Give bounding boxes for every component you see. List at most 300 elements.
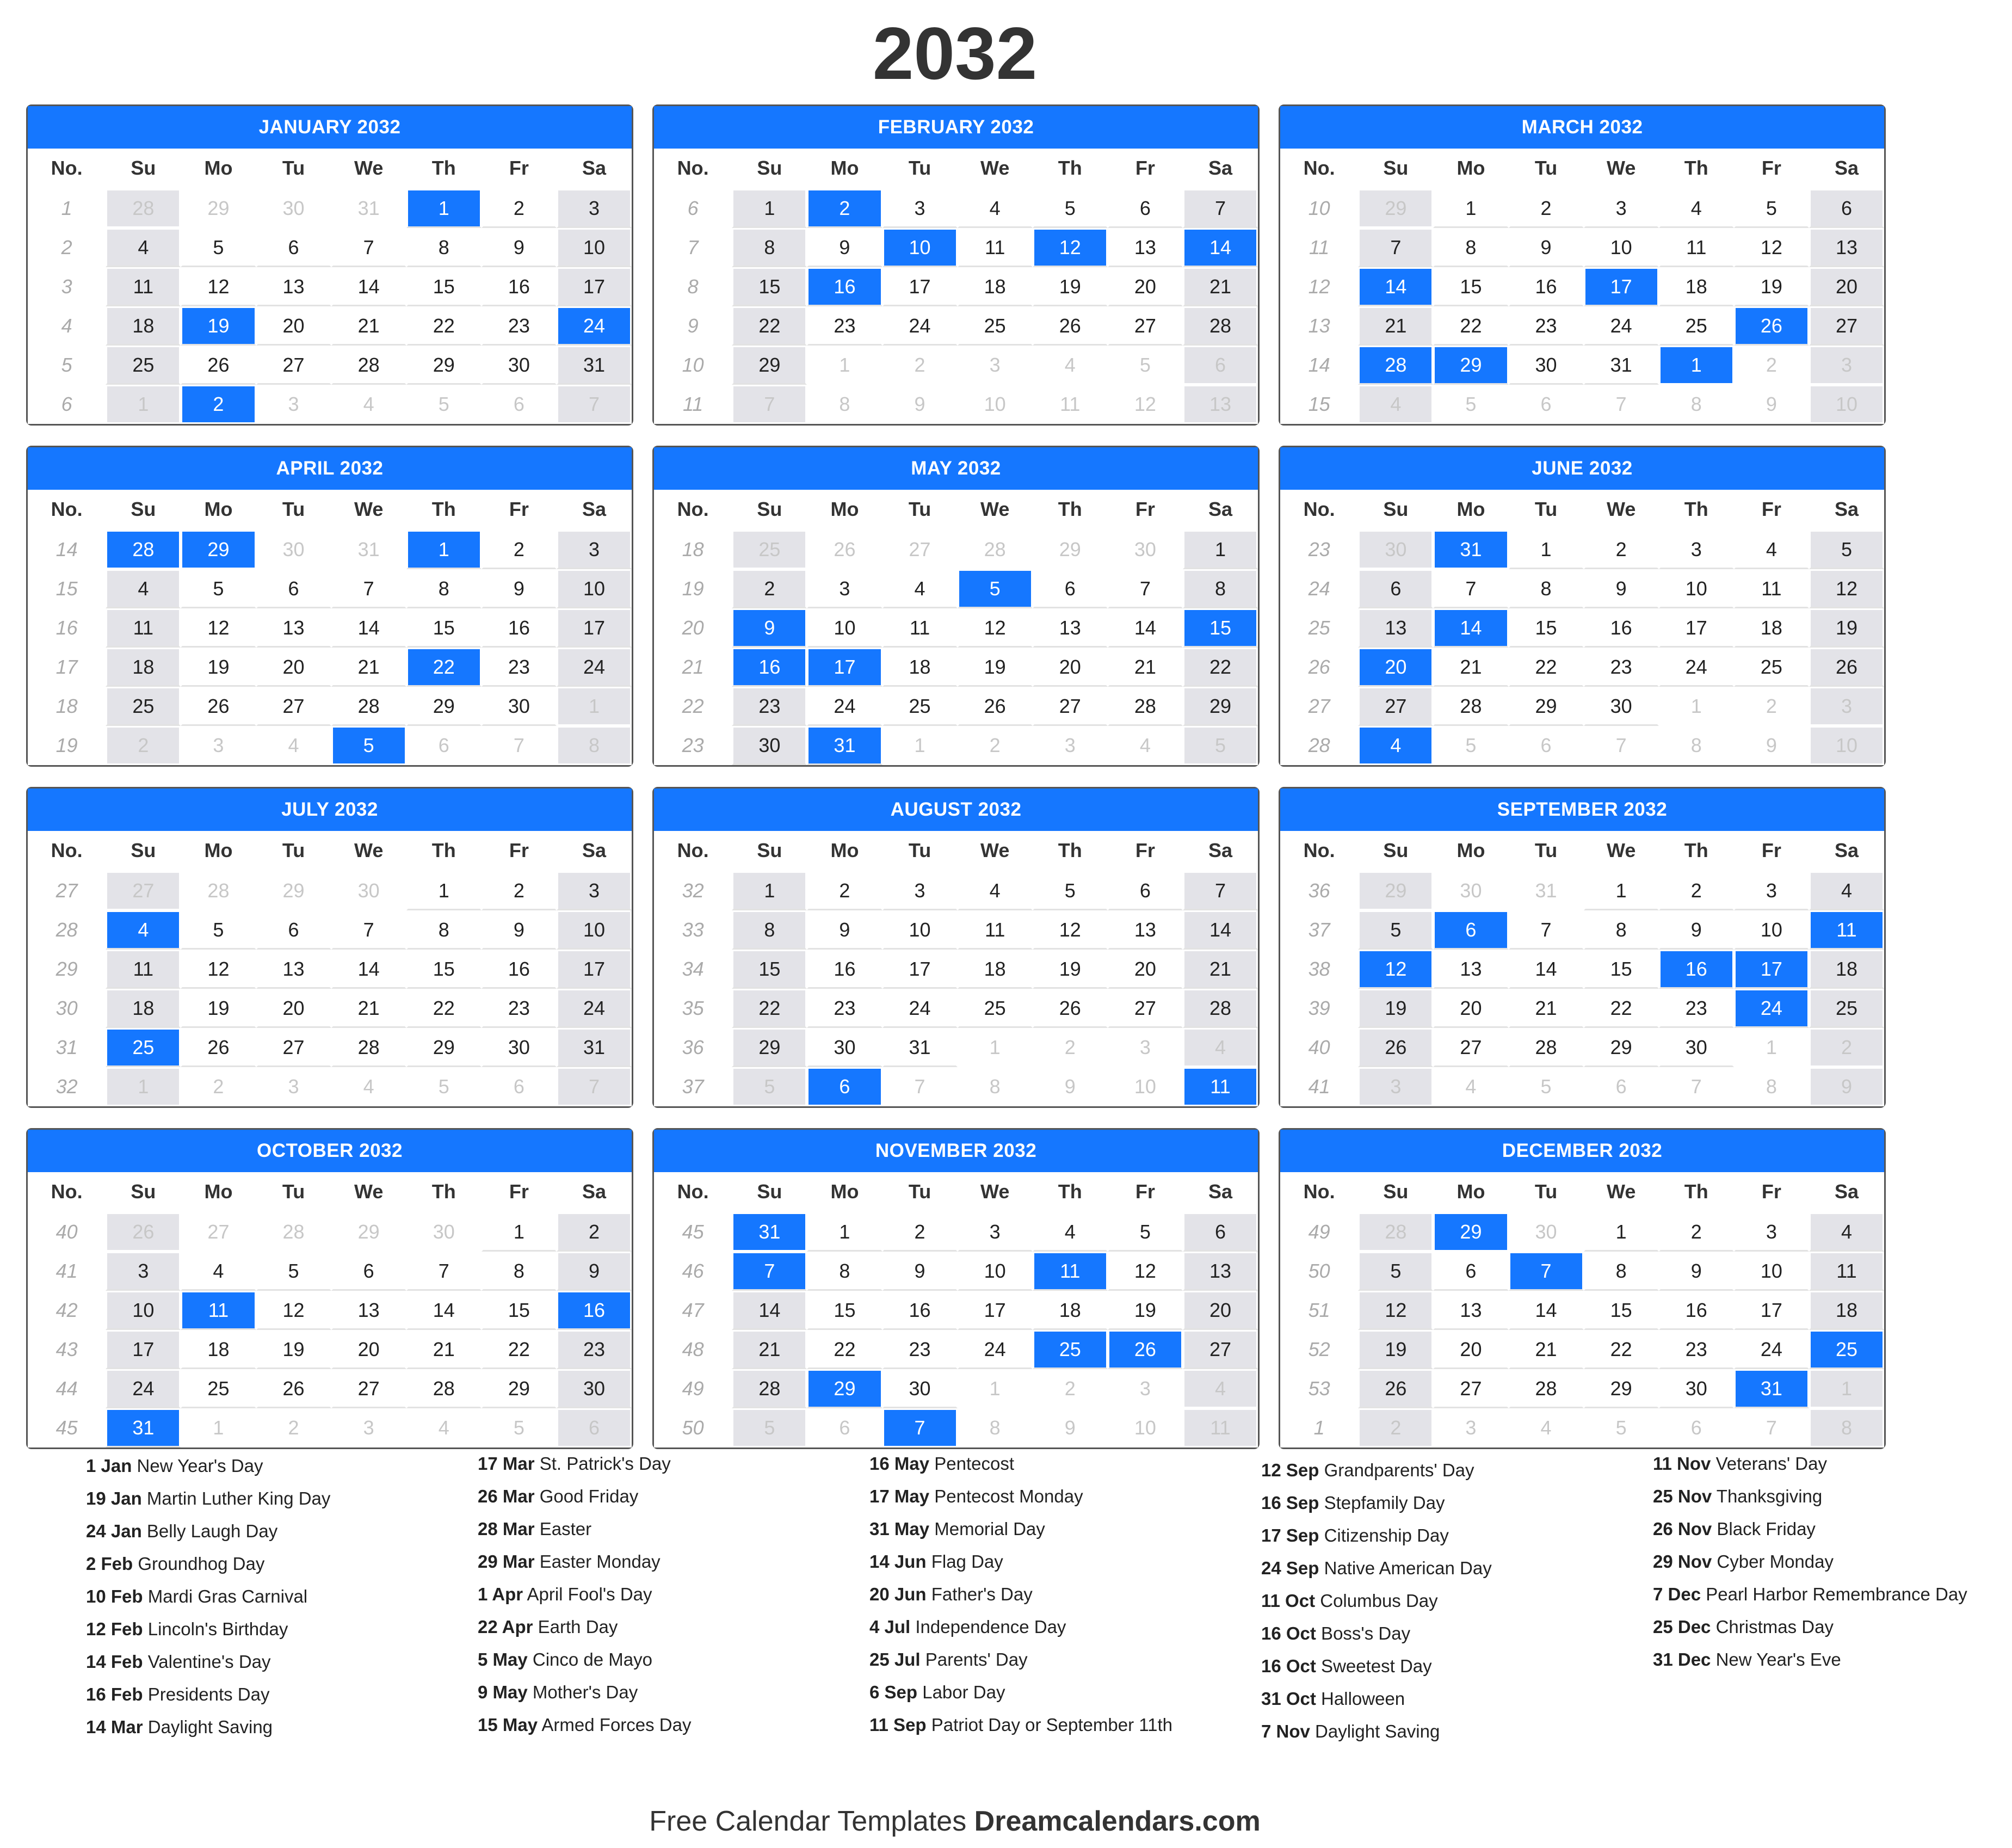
day-cell[interactable]: 26: [1358, 1369, 1433, 1408]
day-cell[interactable]: 8: [406, 228, 482, 267]
day-cell[interactable]: 23: [882, 1330, 958, 1369]
day-cell[interactable]: 7: [1584, 726, 1659, 765]
day-cell[interactable]: 31: [807, 726, 882, 765]
day-cell[interactable]: 5: [1584, 1408, 1659, 1447]
day-cell[interactable]: 3: [1659, 530, 1734, 569]
day-cell[interactable]: 19: [1358, 1330, 1433, 1369]
day-cell[interactable]: 8: [1183, 569, 1258, 608]
day-cell[interactable]: 11: [106, 950, 181, 989]
day-cell[interactable]: 19: [1809, 608, 1884, 648]
day-cell[interactable]: 29: [1433, 1212, 1508, 1252]
day-cell[interactable]: 6: [331, 1252, 406, 1291]
day-cell[interactable]: 19: [1108, 1291, 1183, 1330]
day-cell[interactable]: 30: [807, 1028, 882, 1067]
day-cell[interactable]: 1: [406, 871, 482, 910]
day-cell[interactable]: 1: [1659, 346, 1734, 385]
day-cell[interactable]: 3: [1433, 1408, 1508, 1447]
day-cell[interactable]: 24: [807, 687, 882, 726]
day-cell[interactable]: 28: [1509, 1369, 1584, 1408]
day-cell[interactable]: 12: [1809, 569, 1884, 608]
day-cell[interactable]: 27: [1108, 989, 1183, 1028]
day-cell[interactable]: 16: [1584, 608, 1659, 648]
day-cell[interactable]: 15: [482, 1291, 557, 1330]
day-cell[interactable]: 8: [1659, 726, 1734, 765]
day-cell[interactable]: 30: [331, 871, 406, 910]
day-cell[interactable]: 18: [1809, 950, 1884, 989]
day-cell[interactable]: 15: [406, 267, 482, 306]
day-cell[interactable]: 5: [181, 910, 256, 950]
day-cell[interactable]: 24: [1734, 989, 1809, 1028]
day-cell[interactable]: 27: [882, 530, 958, 569]
day-cell[interactable]: 19: [1033, 950, 1108, 989]
day-cell[interactable]: 5: [181, 228, 256, 267]
day-cell[interactable]: 21: [331, 989, 406, 1028]
day-cell[interactable]: 10: [958, 1252, 1033, 1291]
day-cell[interactable]: 5: [1358, 910, 1433, 950]
day-cell[interactable]: 5: [1358, 1252, 1433, 1291]
day-cell[interactable]: 3: [557, 871, 632, 910]
day-cell[interactable]: 6: [1033, 569, 1108, 608]
day-cell[interactable]: 28: [106, 530, 181, 569]
day-cell[interactable]: 14: [1433, 608, 1508, 648]
day-cell[interactable]: 22: [406, 989, 482, 1028]
day-cell[interactable]: 22: [406, 648, 482, 687]
day-cell[interactable]: 22: [1433, 306, 1508, 346]
day-cell[interactable]: 1: [1659, 687, 1734, 726]
day-cell[interactable]: 25: [732, 530, 807, 569]
day-cell[interactable]: 21: [1108, 648, 1183, 687]
day-cell[interactable]: 30: [256, 189, 331, 228]
day-cell[interactable]: 17: [557, 608, 632, 648]
day-cell[interactable]: 15: [732, 950, 807, 989]
day-cell[interactable]: 10: [882, 910, 958, 950]
day-cell[interactable]: 21: [1509, 1330, 1584, 1369]
day-cell[interactable]: 21: [331, 306, 406, 346]
day-cell[interactable]: 27: [1433, 1028, 1508, 1067]
day-cell[interactable]: 31: [882, 1028, 958, 1067]
day-cell[interactable]: 29: [1509, 687, 1584, 726]
day-cell[interactable]: 1: [732, 189, 807, 228]
day-cell[interactable]: 8: [406, 910, 482, 950]
day-cell[interactable]: 1: [106, 385, 181, 424]
day-cell[interactable]: 8: [482, 1252, 557, 1291]
day-cell[interactable]: 31: [1734, 1369, 1809, 1408]
day-cell[interactable]: 26: [1108, 1330, 1183, 1369]
day-cell[interactable]: 23: [807, 306, 882, 346]
day-cell[interactable]: 28: [256, 1212, 331, 1252]
day-cell[interactable]: 29: [732, 346, 807, 385]
day-cell[interactable]: 25: [958, 989, 1033, 1028]
day-cell[interactable]: 11: [1734, 569, 1809, 608]
day-cell[interactable]: 3: [1809, 346, 1884, 385]
day-cell[interactable]: 10: [1108, 1408, 1183, 1447]
day-cell[interactable]: 9: [882, 1252, 958, 1291]
day-cell[interactable]: 23: [1659, 1330, 1734, 1369]
day-cell[interactable]: 22: [406, 306, 482, 346]
day-cell[interactable]: 18: [181, 1330, 256, 1369]
day-cell[interactable]: 8: [406, 569, 482, 608]
day-cell[interactable]: 14: [1183, 228, 1258, 267]
day-cell[interactable]: 5: [1809, 530, 1884, 569]
day-cell[interactable]: 24: [106, 1369, 181, 1408]
day-cell[interactable]: 12: [1108, 385, 1183, 424]
day-cell[interactable]: 20: [256, 306, 331, 346]
day-cell[interactable]: 1: [1809, 1369, 1884, 1408]
day-cell[interactable]: 31: [557, 346, 632, 385]
day-cell[interactable]: 1: [958, 1028, 1033, 1067]
day-cell[interactable]: 19: [181, 989, 256, 1028]
day-cell[interactable]: 29: [406, 687, 482, 726]
day-cell[interactable]: 9: [1734, 385, 1809, 424]
day-cell[interactable]: 11: [1183, 1067, 1258, 1106]
day-cell[interactable]: 27: [1809, 306, 1884, 346]
day-cell[interactable]: 3: [1584, 189, 1659, 228]
day-cell[interactable]: 20: [1433, 1330, 1508, 1369]
day-cell[interactable]: 7: [1734, 1408, 1809, 1447]
day-cell[interactable]: 26: [1809, 648, 1884, 687]
day-cell[interactable]: 28: [1433, 687, 1508, 726]
day-cell[interactable]: 4: [1183, 1369, 1258, 1408]
day-cell[interactable]: 29: [807, 1369, 882, 1408]
day-cell[interactable]: 19: [1358, 989, 1433, 1028]
day-cell[interactable]: 15: [406, 950, 482, 989]
day-cell[interactable]: 4: [406, 1408, 482, 1447]
day-cell[interactable]: 31: [331, 189, 406, 228]
day-cell[interactable]: 27: [331, 1369, 406, 1408]
day-cell[interactable]: 2: [181, 385, 256, 424]
day-cell[interactable]: 3: [1033, 726, 1108, 765]
day-cell[interactable]: 6: [256, 910, 331, 950]
day-cell[interactable]: 6: [482, 1067, 557, 1106]
day-cell[interactable]: 20: [1183, 1291, 1258, 1330]
day-cell[interactable]: 4: [1433, 1067, 1508, 1106]
day-cell[interactable]: 30: [1433, 871, 1508, 910]
day-cell[interactable]: 27: [1358, 687, 1433, 726]
day-cell[interactable]: 18: [1734, 608, 1809, 648]
day-cell[interactable]: 6: [1108, 871, 1183, 910]
day-cell[interactable]: 12: [256, 1291, 331, 1330]
day-cell[interactable]: 3: [958, 346, 1033, 385]
day-cell[interactable]: 10: [1809, 726, 1884, 765]
day-cell[interactable]: 3: [882, 871, 958, 910]
day-cell[interactable]: 24: [958, 1330, 1033, 1369]
day-cell[interactable]: 28: [732, 1369, 807, 1408]
day-cell[interactable]: 1: [106, 1067, 181, 1106]
day-cell[interactable]: 26: [1358, 1028, 1433, 1067]
day-cell[interactable]: 28: [1358, 346, 1433, 385]
day-cell[interactable]: 30: [557, 1369, 632, 1408]
day-cell[interactable]: 17: [882, 267, 958, 306]
day-cell[interactable]: 1: [1433, 189, 1508, 228]
day-cell[interactable]: 2: [482, 871, 557, 910]
day-cell[interactable]: 6: [1584, 1067, 1659, 1106]
day-cell[interactable]: 15: [1183, 608, 1258, 648]
day-cell[interactable]: 12: [958, 608, 1033, 648]
day-cell[interactable]: 23: [1659, 989, 1734, 1028]
day-cell[interactable]: 30: [406, 1212, 482, 1252]
day-cell[interactable]: 3: [256, 1067, 331, 1106]
day-cell[interactable]: 31: [1509, 871, 1584, 910]
day-cell[interactable]: 8: [1584, 910, 1659, 950]
day-cell[interactable]: 30: [1509, 1212, 1584, 1252]
day-cell[interactable]: 1: [181, 1408, 256, 1447]
day-cell[interactable]: 7: [882, 1067, 958, 1106]
day-cell[interactable]: 16: [557, 1291, 632, 1330]
day-cell[interactable]: 3: [1809, 687, 1884, 726]
day-cell[interactable]: 17: [1584, 267, 1659, 306]
day-cell[interactable]: 19: [958, 648, 1033, 687]
day-cell[interactable]: 2: [106, 726, 181, 765]
day-cell[interactable]: 12: [1358, 1291, 1433, 1330]
day-cell[interactable]: 9: [1734, 726, 1809, 765]
day-cell[interactable]: 29: [256, 871, 331, 910]
day-cell[interactable]: 7: [1183, 871, 1258, 910]
day-cell[interactable]: 18: [106, 306, 181, 346]
day-cell[interactable]: 6: [1183, 1212, 1258, 1252]
day-cell[interactable]: 10: [557, 228, 632, 267]
day-cell[interactable]: 20: [256, 648, 331, 687]
day-cell[interactable]: 2: [1033, 1369, 1108, 1408]
day-cell[interactable]: 2: [882, 1212, 958, 1252]
day-cell[interactable]: 1: [807, 346, 882, 385]
day-cell[interactable]: 1: [1584, 871, 1659, 910]
day-cell[interactable]: 29: [1358, 871, 1433, 910]
day-cell[interactable]: 1: [1734, 1028, 1809, 1067]
day-cell[interactable]: 29: [1584, 1369, 1659, 1408]
day-cell[interactable]: 16: [482, 267, 557, 306]
day-cell[interactable]: 18: [106, 989, 181, 1028]
day-cell[interactable]: 20: [1433, 989, 1508, 1028]
day-cell[interactable]: 25: [1033, 1330, 1108, 1369]
day-cell[interactable]: 18: [882, 648, 958, 687]
day-cell[interactable]: 27: [1033, 687, 1108, 726]
day-cell[interactable]: 23: [482, 648, 557, 687]
day-cell[interactable]: 1: [958, 1369, 1033, 1408]
day-cell[interactable]: 25: [882, 687, 958, 726]
day-cell[interactable]: 16: [1659, 1291, 1734, 1330]
day-cell[interactable]: 2: [1659, 1212, 1734, 1252]
day-cell[interactable]: 10: [557, 569, 632, 608]
day-cell[interactable]: 17: [882, 950, 958, 989]
day-cell[interactable]: 9: [1659, 1252, 1734, 1291]
day-cell[interactable]: 27: [256, 346, 331, 385]
day-cell[interactable]: 10: [1108, 1067, 1183, 1106]
day-cell[interactable]: 25: [1809, 1330, 1884, 1369]
day-cell[interactable]: 13: [1433, 1291, 1508, 1330]
day-cell[interactable]: 10: [958, 385, 1033, 424]
day-cell[interactable]: 14: [331, 608, 406, 648]
day-cell[interactable]: 25: [106, 687, 181, 726]
day-cell[interactable]: 7: [732, 385, 807, 424]
day-cell[interactable]: 21: [1433, 648, 1508, 687]
day-cell[interactable]: 11: [106, 608, 181, 648]
day-cell[interactable]: 16: [807, 950, 882, 989]
day-cell[interactable]: 7: [1659, 1067, 1734, 1106]
day-cell[interactable]: 26: [1033, 306, 1108, 346]
day-cell[interactable]: 13: [1108, 228, 1183, 267]
day-cell[interactable]: 11: [958, 910, 1033, 950]
day-cell[interactable]: 22: [1183, 648, 1258, 687]
day-cell[interactable]: 28: [181, 871, 256, 910]
day-cell[interactable]: 31: [1433, 530, 1508, 569]
day-cell[interactable]: 1: [482, 1212, 557, 1252]
day-cell[interactable]: 9: [1809, 1067, 1884, 1106]
day-cell[interactable]: 29: [331, 1212, 406, 1252]
day-cell[interactable]: 30: [732, 726, 807, 765]
day-cell[interactable]: 14: [1509, 1291, 1584, 1330]
day-cell[interactable]: 7: [1183, 189, 1258, 228]
day-cell[interactable]: 20: [1033, 648, 1108, 687]
day-cell[interactable]: 6: [807, 1408, 882, 1447]
day-cell[interactable]: 5: [1509, 1067, 1584, 1106]
day-cell[interactable]: 13: [256, 608, 331, 648]
day-cell[interactable]: 23: [482, 989, 557, 1028]
day-cell[interactable]: 18: [958, 267, 1033, 306]
day-cell[interactable]: 24: [882, 989, 958, 1028]
day-cell[interactable]: 2: [181, 1067, 256, 1106]
day-cell[interactable]: 25: [181, 1369, 256, 1408]
day-cell[interactable]: 26: [807, 530, 882, 569]
day-cell[interactable]: 28: [331, 687, 406, 726]
day-cell[interactable]: 25: [106, 346, 181, 385]
day-cell[interactable]: 10: [1809, 385, 1884, 424]
day-cell[interactable]: 6: [1358, 569, 1433, 608]
day-cell[interactable]: 8: [732, 910, 807, 950]
day-cell[interactable]: 8: [807, 1252, 882, 1291]
day-cell[interactable]: 10: [882, 228, 958, 267]
day-cell[interactable]: 5: [331, 726, 406, 765]
day-cell[interactable]: 25: [1734, 648, 1809, 687]
day-cell[interactable]: 4: [1183, 1028, 1258, 1067]
day-cell[interactable]: 5: [406, 1067, 482, 1106]
day-cell[interactable]: 27: [106, 871, 181, 910]
day-cell[interactable]: 4: [331, 385, 406, 424]
day-cell[interactable]: 4: [106, 569, 181, 608]
day-cell[interactable]: 6: [1509, 726, 1584, 765]
day-cell[interactable]: 10: [106, 1291, 181, 1330]
day-cell[interactable]: 31: [331, 530, 406, 569]
day-cell[interactable]: 9: [807, 228, 882, 267]
day-cell[interactable]: 7: [882, 1408, 958, 1447]
day-cell[interactable]: 18: [1659, 267, 1734, 306]
day-cell[interactable]: 15: [1584, 1291, 1659, 1330]
day-cell[interactable]: 10: [807, 608, 882, 648]
day-cell[interactable]: 22: [807, 1330, 882, 1369]
day-cell[interactable]: 1: [1584, 1212, 1659, 1252]
day-cell[interactable]: 30: [482, 1028, 557, 1067]
day-cell[interactable]: 12: [1033, 910, 1108, 950]
day-cell[interactable]: 26: [1033, 989, 1108, 1028]
day-cell[interactable]: 17: [557, 950, 632, 989]
day-cell[interactable]: 30: [1659, 1028, 1734, 1067]
day-cell[interactable]: 9: [1033, 1067, 1108, 1106]
day-cell[interactable]: 18: [1033, 1291, 1108, 1330]
day-cell[interactable]: 13: [1809, 228, 1884, 267]
day-cell[interactable]: 11: [1033, 1252, 1108, 1291]
day-cell[interactable]: 3: [557, 189, 632, 228]
day-cell[interactable]: 4: [181, 1252, 256, 1291]
day-cell[interactable]: 4: [1809, 1212, 1884, 1252]
day-cell[interactable]: 25: [1659, 306, 1734, 346]
day-cell[interactable]: 26: [958, 687, 1033, 726]
day-cell[interactable]: 17: [1734, 1291, 1809, 1330]
day-cell[interactable]: 9: [1509, 228, 1584, 267]
day-cell[interactable]: 25: [1809, 989, 1884, 1028]
day-cell[interactable]: 28: [106, 189, 181, 228]
day-cell[interactable]: 2: [482, 530, 557, 569]
day-cell[interactable]: 5: [958, 569, 1033, 608]
day-cell[interactable]: 8: [1659, 385, 1734, 424]
day-cell[interactable]: 9: [807, 910, 882, 950]
day-cell[interactable]: 3: [557, 530, 632, 569]
day-cell[interactable]: 27: [1108, 306, 1183, 346]
day-cell[interactable]: 8: [732, 228, 807, 267]
day-cell[interactable]: 18: [958, 950, 1033, 989]
day-cell[interactable]: 2: [1734, 687, 1809, 726]
day-cell[interactable]: 21: [1358, 306, 1433, 346]
day-cell[interactable]: 2: [807, 871, 882, 910]
day-cell[interactable]: 2: [882, 346, 958, 385]
day-cell[interactable]: 12: [1033, 228, 1108, 267]
day-cell[interactable]: 6: [1809, 189, 1884, 228]
day-cell[interactable]: 1: [807, 1212, 882, 1252]
day-cell[interactable]: 16: [732, 648, 807, 687]
day-cell[interactable]: 7: [331, 228, 406, 267]
day-cell[interactable]: 21: [406, 1330, 482, 1369]
day-cell[interactable]: 30: [482, 687, 557, 726]
day-cell[interactable]: 7: [1509, 910, 1584, 950]
day-cell[interactable]: 2: [1358, 1408, 1433, 1447]
day-cell[interactable]: 11: [1809, 910, 1884, 950]
day-cell[interactable]: 7: [1584, 385, 1659, 424]
day-cell[interactable]: 30: [256, 530, 331, 569]
day-cell[interactable]: 4: [256, 726, 331, 765]
day-cell[interactable]: 3: [256, 385, 331, 424]
day-cell[interactable]: 5: [1433, 726, 1508, 765]
day-cell[interactable]: 2: [1809, 1028, 1884, 1067]
day-cell[interactable]: 9: [1659, 910, 1734, 950]
day-cell[interactable]: 20: [1108, 950, 1183, 989]
day-cell[interactable]: 13: [1183, 1252, 1258, 1291]
day-cell[interactable]: 11: [1809, 1252, 1884, 1291]
day-cell[interactable]: 29: [732, 1028, 807, 1067]
day-cell[interactable]: 12: [1734, 228, 1809, 267]
day-cell[interactable]: 7: [1433, 569, 1508, 608]
day-cell[interactable]: 1: [1183, 530, 1258, 569]
day-cell[interactable]: 23: [732, 687, 807, 726]
day-cell[interactable]: 18: [1809, 1291, 1884, 1330]
day-cell[interactable]: 29: [1183, 687, 1258, 726]
day-cell[interactable]: 17: [557, 267, 632, 306]
day-cell[interactable]: 19: [256, 1330, 331, 1369]
day-cell[interactable]: 17: [958, 1291, 1033, 1330]
day-cell[interactable]: 17: [1659, 608, 1734, 648]
day-cell[interactable]: 11: [958, 228, 1033, 267]
day-cell[interactable]: 13: [1433, 950, 1508, 989]
day-cell[interactable]: 1: [557, 687, 632, 726]
day-cell[interactable]: 3: [1108, 1028, 1183, 1067]
day-cell[interactable]: 6: [1509, 385, 1584, 424]
day-cell[interactable]: 4: [106, 228, 181, 267]
day-cell[interactable]: 13: [256, 267, 331, 306]
day-cell[interactable]: 17: [1734, 950, 1809, 989]
day-cell[interactable]: 20: [331, 1330, 406, 1369]
day-cell[interactable]: 2: [958, 726, 1033, 765]
day-cell[interactable]: 4: [882, 569, 958, 608]
day-cell[interactable]: 10: [1734, 910, 1809, 950]
day-cell[interactable]: 15: [1433, 267, 1508, 306]
day-cell[interactable]: 1: [406, 530, 482, 569]
